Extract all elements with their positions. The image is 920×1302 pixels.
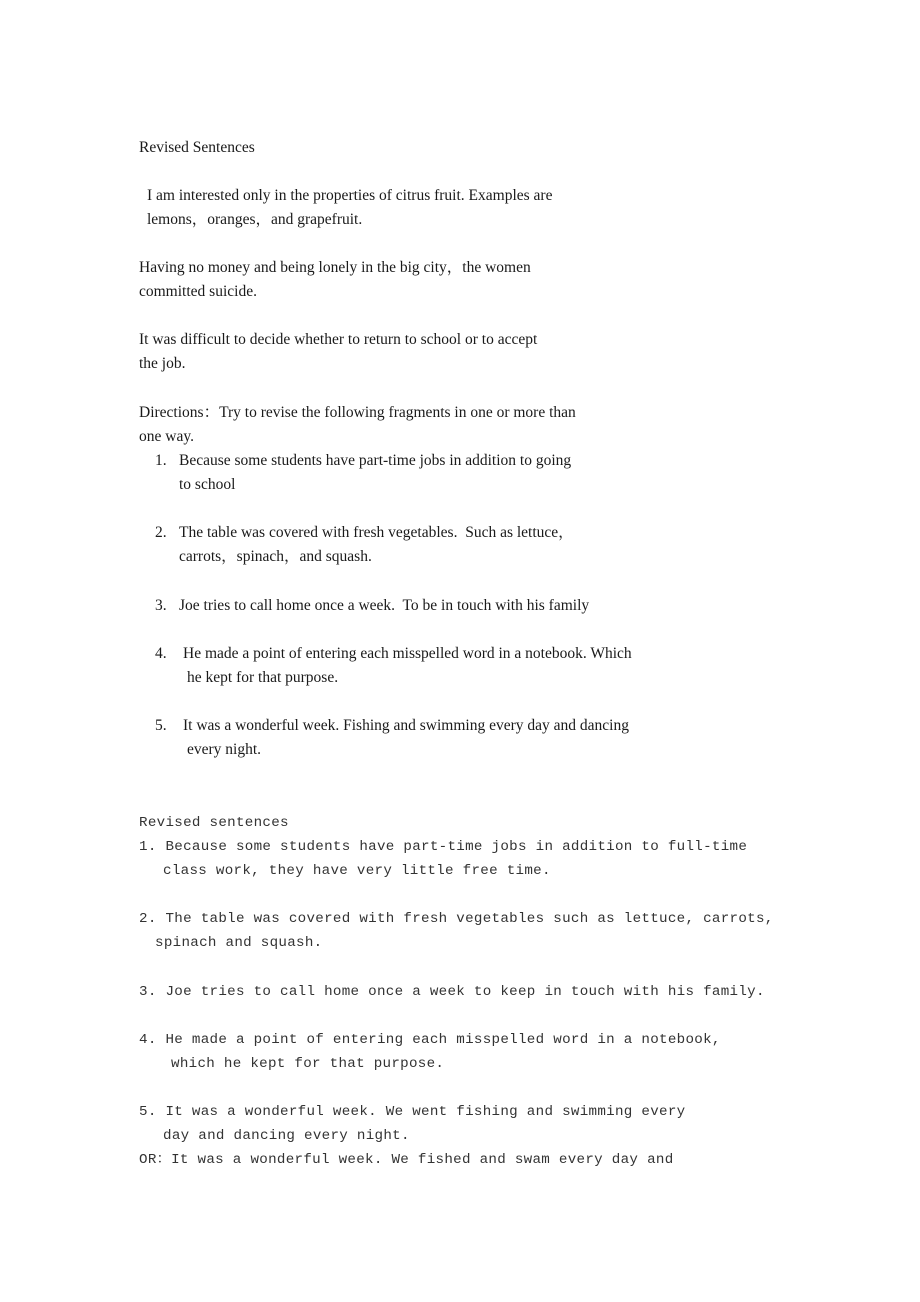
revised-5-alternative: OR：It was a wonderful week. We fished and swam every day and xyxy=(139,1152,674,1168)
fragment-1-line-1: Because some students have part-time jobs in addition to going xyxy=(179,452,572,469)
section-heading: Revised Sentences xyxy=(139,139,255,156)
sentence-1-line-2: lemons，oranges，and grapefruit. xyxy=(147,211,363,228)
directions-line-1: Directions：Try to revise the following fragments in one or more than xyxy=(139,404,576,421)
fragment-2-line-2: carrots，spinach，and squash. xyxy=(179,548,372,565)
fragment-1-number: 1. xyxy=(155,452,167,469)
revised-5-line-1: 5. It was a wonderful week. We went fishing and swimming every xyxy=(139,1104,686,1120)
revised-4-line-1: 4. He made a point of entering each misspelled word in a notebook, xyxy=(139,1032,721,1048)
revised-2-line-2: spinach and squash. xyxy=(155,935,323,951)
fragment-4-line-1: He made a point of entering each misspelled word in a notebook. Which xyxy=(183,645,632,662)
revised-heading: Revised sentences xyxy=(139,815,289,831)
revised-3-line-1: 3. Joe tries to call home once a week to keep in touch with his family. xyxy=(139,984,765,1000)
sentence-2-line-1: Having no money and being lonely in the big city，the women xyxy=(139,259,531,276)
fragment-3-line-1: Joe tries to call home once a week. To be in touch with his family xyxy=(179,597,590,614)
fragment-5-number: 5. xyxy=(155,717,167,734)
fragment-2-line-1: The table was covered with fresh vegetables. Such as lettuce， xyxy=(179,524,574,541)
fragment-5-line-1: It was a wonderful week. Fishing and swimming every day and dancing xyxy=(183,717,629,734)
fragment-1-line-2: to school xyxy=(179,476,236,493)
directions-line-2: one way. xyxy=(139,428,194,445)
fragment-3-number: 3. xyxy=(155,597,167,614)
sentence-1-line-1: I am interested only in the properties of citrus fruit. Examples are xyxy=(147,187,553,204)
fragment-4-number: 4. xyxy=(155,645,167,662)
revised-4-line-2: which he kept for that purpose. xyxy=(171,1056,445,1072)
sentence-2-line-2: committed suicide. xyxy=(139,283,257,300)
revised-1-line-1: 1. Because some students have part-time jobs in addition to full-time xyxy=(139,839,748,855)
sentence-3-line-1: It was difficult to decide whether to return to school or to accept xyxy=(139,331,538,348)
fragment-5-line-2: every night. xyxy=(187,741,262,758)
fragment-2-number: 2. xyxy=(155,524,167,541)
sentence-3-line-2: the job. xyxy=(139,355,186,372)
revised-5-line-2: day and dancing every night. xyxy=(163,1128,410,1144)
revised-2-line-1: 2. The table was covered with fresh vegetables such as lettuce, carrots, xyxy=(139,911,774,927)
fragment-4-line-2: he kept for that purpose. xyxy=(187,669,339,686)
revised-1-line-2: class work, they have very little free time. xyxy=(163,863,551,879)
